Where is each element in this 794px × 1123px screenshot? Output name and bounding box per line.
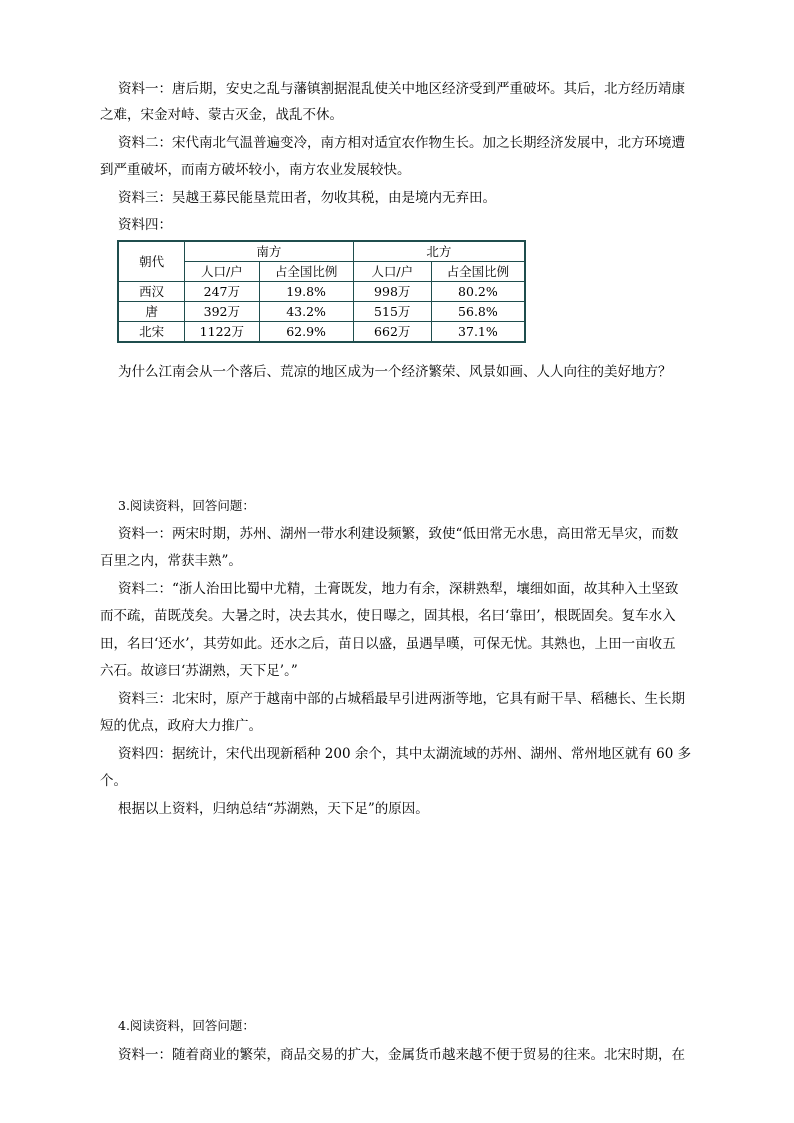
cell-north-pop: 515万: [353, 302, 431, 322]
s3-material-1-line-1: 资料一：两宋时期，苏州、湖州一带水利建设频繁，致使“低田常无水患，高田常无旱灾，而数: [118, 526, 679, 542]
s3-material-3-line-1: 资料三：北宋时，原产于越南中部的占城稻最早引进两浙等地，它具有耐干旱、稻穗长、生长期: [118, 691, 685, 707]
cell-south-ratio: 62.9%: [259, 322, 353, 343]
cell-north-ratio: 37.1%: [431, 322, 525, 343]
section3-heading: 3.阅读资料，回答问题：: [118, 498, 255, 513]
s4-material-1-line-1: 资料一：随着商业的繁荣，商品交易的扩大，金属货币越来越不便于贸易的往来。北宋时期，在: [118, 1047, 685, 1063]
cell-north-ratio: 56.8%: [431, 302, 525, 322]
cell-south-ratio: 43.2%: [259, 302, 353, 322]
table-row: [118, 282, 525, 302]
table-header-row: [118, 241, 525, 262]
material-2-line-1: 资料二：宋代南北气温普遍变冷，南方相对适宜农作物生长。加之长期经济发展中，北方环境遭: [118, 135, 685, 151]
section2-question: 为什么江南会从一个落后、荒凉的地区成为一个经济繁荣、风景如画、人人向往的美好地方？: [118, 364, 672, 380]
subheader-south-ratio: 占全国比例: [259, 262, 353, 282]
material-1-line-2: 之难，宋金对峙、蒙古灭金，战乱不休。: [100, 107, 343, 123]
material-4-label: 资料四：: [118, 217, 172, 233]
material-2-line-2: 到严重破坏，而南方破坏较小，南方农业发展较快。: [100, 162, 411, 178]
s3-material-2-line-3: 田，名曰‘还水’，其劳如此。还水之后，苗日以盛，虽遇旱暵，可保无忧。其熟也，上田一亩收五: [100, 636, 676, 652]
cell-south-pop: 392万: [185, 302, 259, 322]
header-north: 北方: [353, 241, 525, 262]
cell-north-pop: 662万: [353, 322, 431, 343]
cell-south-pop: 1122万: [185, 322, 259, 343]
subheader-north-ratio: 占全国比例: [431, 262, 525, 282]
header-dynasty: 朝代: [118, 241, 185, 282]
subheader-south-population: 人口/户: [185, 262, 259, 282]
s3-material-3-line-2: 短的优点，政府大力推广。: [100, 718, 262, 734]
table-row: [118, 322, 525, 343]
cell-south-pop: 247万: [185, 282, 259, 302]
cell-south-ratio: 19.8%: [259, 282, 353, 302]
subheader-north-population: 人口/户: [353, 262, 431, 282]
section4-heading: 4.阅读资料，回答问题：: [118, 1018, 255, 1033]
population-table: [117, 240, 526, 343]
s3-material-2-line-1: 资料二：“浙人治田比蜀中尤精，土膏既发，地力有余，深耕熟犁，壤细如面，故其种入土坚致: [118, 581, 679, 597]
cell-dynasty: 北宋: [118, 322, 185, 343]
cell-dynasty: 西汉: [118, 282, 185, 302]
s3-material-1-line-2: 百里之内，常获丰熟”。: [100, 553, 242, 569]
s3-material-2-line-4: 六石。故谚曰‘苏湖熟，天下足’。”: [100, 663, 298, 679]
s3-material-2-line-2: 而不疏，苗既茂矣。大暑之时，决去其水，使日曝之，固其根，名曰‘靠田’，根既固矣。复车水入: [100, 608, 676, 624]
cell-north-ratio: 80.2%: [431, 282, 525, 302]
cell-north-pop: 998万: [353, 282, 431, 302]
cell-dynasty: 唐: [118, 302, 185, 322]
s3-material-4-line-2: 个。: [100, 773, 127, 789]
table-row: [118, 302, 525, 322]
material-3-line: 资料三：吴越王募民能垦荒田者，勿收其税，由是境内无弃田。: [118, 190, 496, 206]
material-1-line-1: 资料一：唐后期，安史之乱与藩镇割据混乱使关中地区经济受到严重破坏。其后，北方经历靖康: [118, 81, 685, 97]
section3-question: 根据以上资料，归纳总结“苏湖熟，天下足”的原因。: [118, 801, 429, 817]
header-south: 南方: [185, 241, 354, 262]
s3-material-4-line-1: 资料四：据统计，宋代出现新稻种 200 余个，其中太湖流域的苏州、湖州、常州地区就有 60 多: [118, 746, 692, 762]
